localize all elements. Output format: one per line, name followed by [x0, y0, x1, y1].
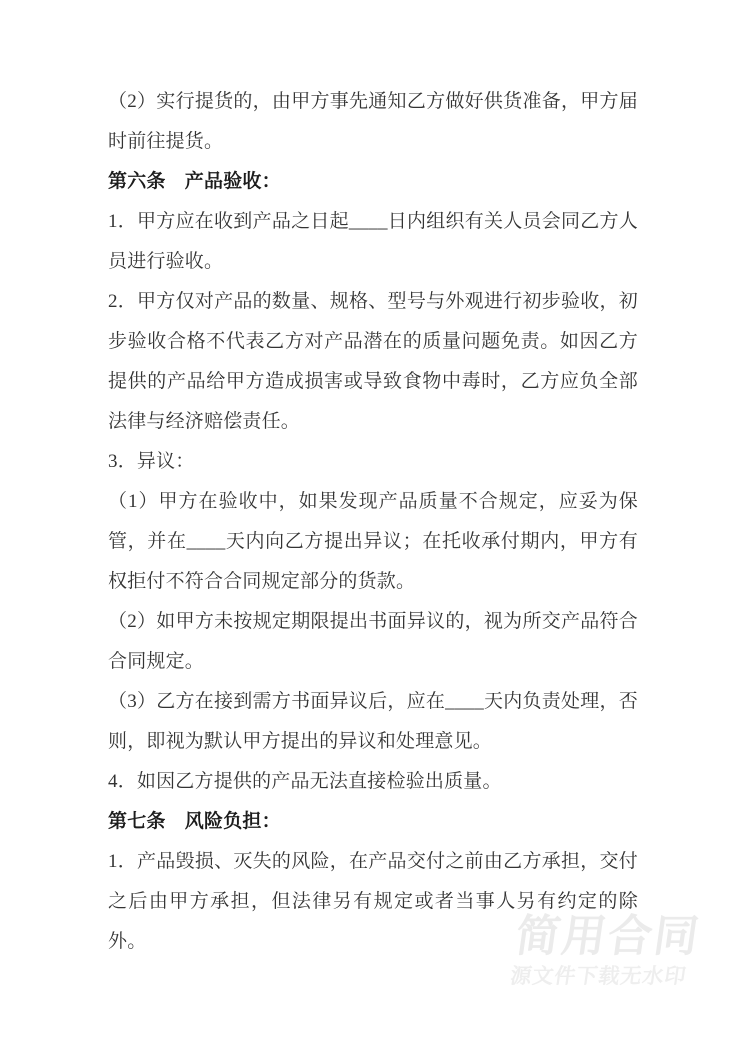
clause-objection-label: 3．异议： [108, 451, 195, 472]
watermark-title: 简用合同 [512, 911, 704, 962]
clause-acceptance-4: 4．如因乙方提供的产品无法直接检验出质量。 [108, 771, 502, 792]
watermark-subtitle: 源文件下载无水印 [508, 964, 689, 988]
clause-pickup-delivery: （2）实行提货的，由甲方事先通知乙方做好供货准备，甲方届时前往提货。 [108, 91, 638, 152]
clause-objection-2: （2）如甲方未按规定期限提出书面异议的，视为所交产品符合合同规定。 [108, 611, 638, 672]
clause-risk-1: 1．产品毁损、灭失的风险，在产品交付之前由乙方承担，交付之后由甲方承担，但法律另有规定或者当事人另有约定的除外。 [108, 851, 638, 952]
heading-article-seven-risk-bearing: 第七条 风险负担： [108, 811, 281, 832]
clause-acceptance-2: 2．甲方仅对产品的数量、规格、型号与外观进行初步验收，初步验收合格不代表乙方对产品潜在的质量问题免责。如因乙方提供的产品给甲方造成损害或导致食物中毒时，乙方应负全部法律与经济赔偿责任。 [108, 291, 638, 432]
clause-acceptance-1: 1．甲方应在收到产品之日起____日内组织有关人员会同乙方人员进行验收。 [108, 211, 638, 272]
heading-article-six-product-acceptance: 第六条 产品验收： [108, 171, 281, 192]
clause-objection-3: （3）乙方在接到需方书面异议后，应在____天内负责处理，否则，即视为默认甲方提出的异议和处理意见。 [108, 691, 638, 752]
contract-body [108, 82, 638, 962]
clause-objection-1: （1）甲方在验收中，如果发现产品质量不合规定，应妥为保管，并在____天内向乙方提出异议；在托收承付期内，甲方有权拒付不符合合同规定部分的货款。 [108, 491, 638, 592]
